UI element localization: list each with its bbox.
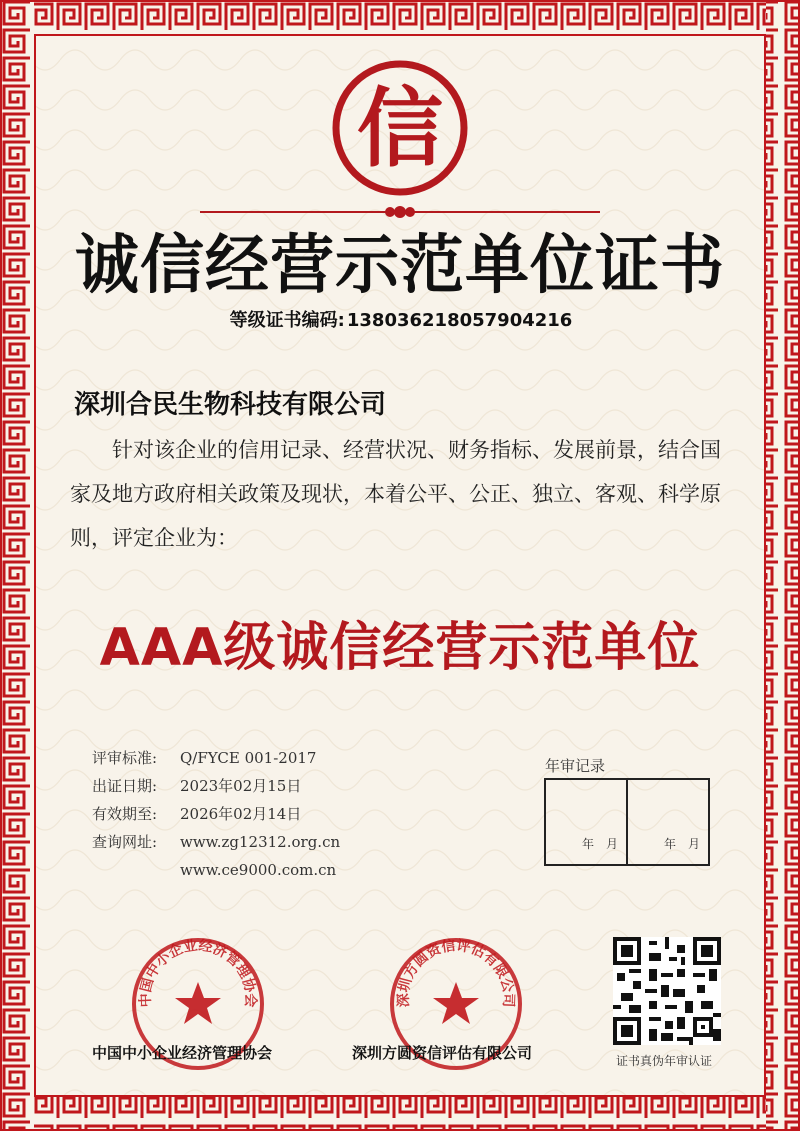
seal-1-caption: 中国中小企业经济管理协会	[92, 1044, 273, 1062]
seal-1-ring-text: 中国中小企业经济管理协会	[137, 937, 259, 1008]
seal-2-caption: 深圳方圆资信评估有限公司	[352, 1044, 533, 1062]
certificate-number	[0, 306, 800, 332]
review-records-label: 年审记录	[545, 757, 606, 775]
qr-caption: 证书真伪年审认证	[616, 1054, 713, 1068]
info-row-valid-until: 有效期至: 2026年02月14日	[92, 805, 302, 823]
review-cell-1: 年 月	[582, 837, 619, 851]
company-name: 深圳合民生物科技有限公司	[74, 390, 387, 420]
info-row-query-url-2: www.ce9000.com.cn	[180, 861, 337, 879]
credit-emblem	[330, 58, 470, 218]
info-row-standard: 评审标准: Q/FYCE 001-2017	[92, 749, 317, 767]
evaluation-statement: 针对该企业的信用记录、经营状况、财务指标、发展前景，结合国家及地方政府相关政策及现状，本着公平、公正、独立、客观、科学原则，评定企业为：	[70, 438, 721, 550]
cert-number-value: 13803621805790421​6	[346, 310, 573, 331]
rating-level: AAA级诚信经营示范单位	[99, 618, 701, 678]
certificate-title: 诚信经营示范单位证书	[75, 229, 725, 303]
review-cell-2: 年 月	[664, 837, 701, 851]
qr-code[interactable]	[613, 937, 721, 1045]
info-row-query-url: 查询网址: www.zg12312.org.cn	[92, 833, 341, 851]
seal-2-ring-text: 深圳方圆资信评估有限公司	[395, 937, 517, 1008]
info-row-issue-date: 出证日期: 2023年02月15日	[92, 777, 302, 795]
cert-number-label: 等级证书编码:	[229, 310, 345, 331]
certificate-info	[92, 744, 340, 884]
emblem-char: 信	[357, 78, 443, 179]
review-records-box	[544, 778, 710, 866]
